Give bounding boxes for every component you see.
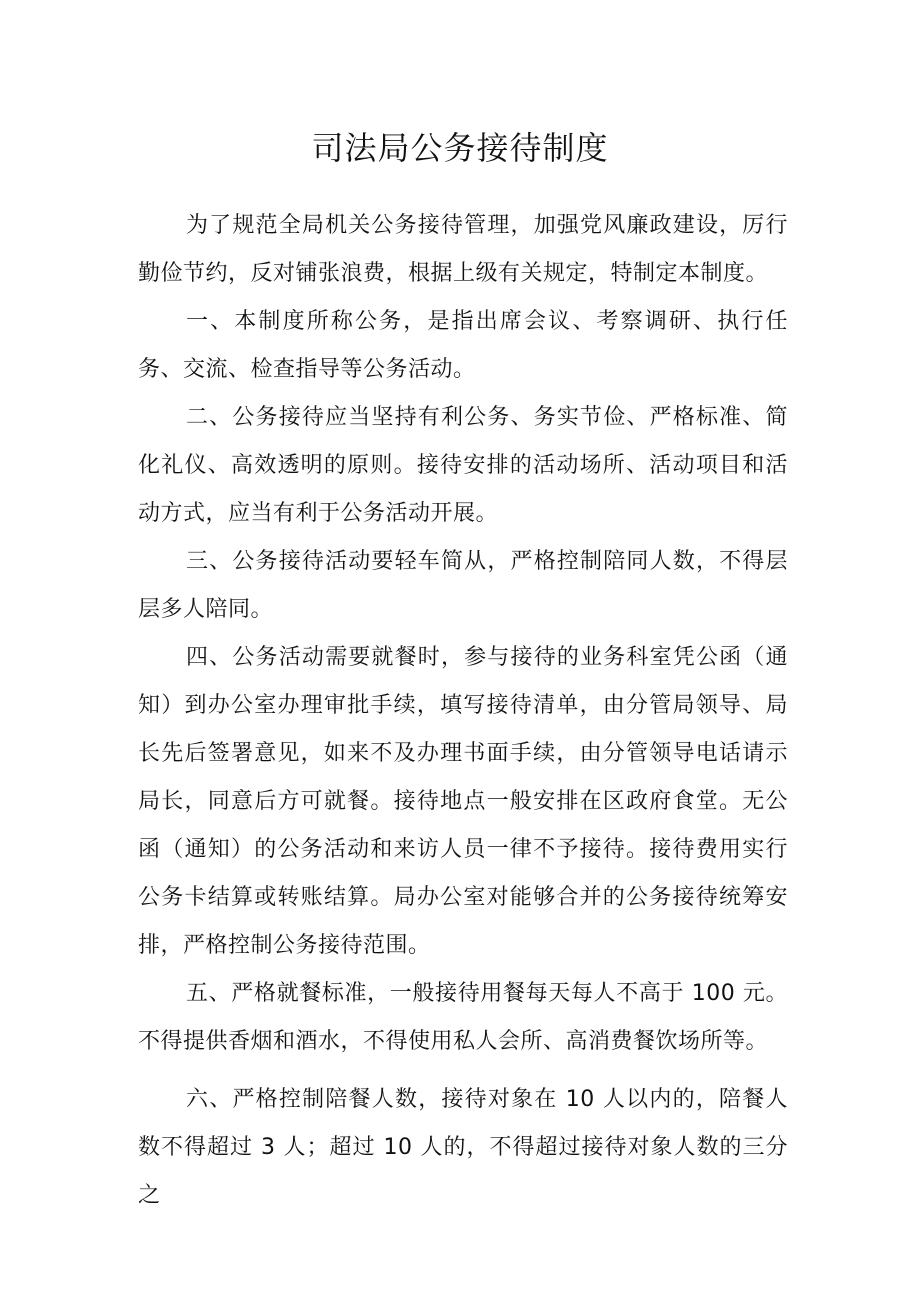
document-body bbox=[138, 202, 788, 1220]
paragraph-item-2: 二、公务接待应当坚持有利公务、务实节俭、严格标准、简化礼仪、高效透明的原则。接待安排的活动场所、活动项目和活动方式，应当有利于公务活动开展。 bbox=[138, 405, 788, 526]
paragraph-item-6: 六、严格控制陪餐人数，接待对象在 10 人以内的，陪餐人数不得超过 3 人；超过 10 人的，不得超过接待对象人数的三分之 bbox=[138, 1087, 788, 1208]
paragraph-item-1: 一、本制度所称公务，是指出席会议、考察调研、执行任务、交流、检查指导等公务活动。 bbox=[138, 309, 788, 382]
paragraph-intro: 为了规范全局机关公务接待管理，加强党风廉政建设，厉行勤俭节约，反对铺张浪费，根据上级有关规定，特制定本制度。 bbox=[138, 213, 788, 286]
document-title: 司法局公务接待制度 bbox=[311, 129, 609, 167]
paragraph-item-4: 四、公务活动需要就餐时，参与接待的业务科室凭公函（通知）到办公室办理审批手续，填写接待清单，由分管局领导、局长先后签署意见，如来不及办理书面手续，由分管领导电话请示局长，同意后方可就餐。接待地点一般安排在区政府食堂。无公函（通知）的公务活动和来访人员一律不予接待。接待费用实行公务卡结算或转账结算。局办公室对能够合并的公务接待统筹安排，严格控制公务接待范围。 bbox=[138, 645, 788, 958]
paragraph-item-5: 五、严格就餐标准，一般接待用餐每天每人不高于 100 元。不得提供香烟和酒水，不得使用私人会所、高消费餐饮场所等。 bbox=[138, 981, 788, 1054]
paragraph-item-3: 三、公务接待活动要轻车简从，严格控制陪同人数，不得层层多人陪同。 bbox=[138, 549, 788, 622]
